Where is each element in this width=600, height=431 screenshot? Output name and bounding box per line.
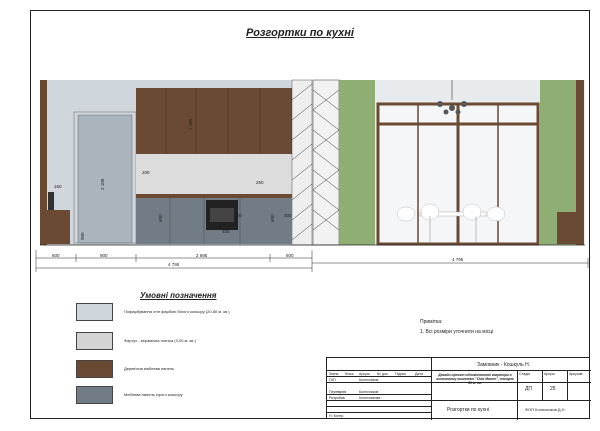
notes-block	[420, 319, 493, 339]
notes-text: 1. Всі розміри уточнити на місці	[420, 329, 494, 335]
dim-850: 850	[234, 213, 242, 218]
stamp-header: Підпис	[395, 372, 407, 376]
side-cabinet	[42, 210, 70, 244]
backsplash-tile	[136, 154, 292, 194]
door	[78, 115, 132, 243]
dim-900: 900	[100, 253, 108, 258]
lamp-object	[48, 192, 54, 210]
sideboard-right	[557, 212, 581, 244]
stamp-header: Дата	[415, 372, 423, 376]
legend-label: Пофарбування стін фарбою білого кольору (20,80 м. кв.)	[124, 309, 230, 314]
stamp-sheets-label: Аркушів	[569, 372, 583, 376]
countertop	[136, 194, 292, 198]
legend-title: Умовні позначення	[140, 291, 217, 300]
legend-label: Дерев'яна меблева панель	[124, 366, 175, 371]
dim-250: 250	[256, 180, 264, 185]
stamp-role: Перевірив	[329, 390, 347, 394]
dim-600-vertical-2: 600	[270, 214, 275, 222]
dim-600-vertical: 600	[158, 214, 163, 222]
dim-150: 150	[54, 184, 62, 189]
stamp-name: Колесников	[359, 378, 379, 382]
stamp-name: Колесников	[359, 390, 379, 394]
tall-column	[292, 80, 312, 245]
legend-swatch	[76, 360, 113, 378]
stamp-name: Колесникова	[359, 396, 381, 400]
dim-400: 400	[222, 229, 230, 234]
stamp-sheet-number: 25	[550, 386, 556, 392]
stamp-company: ФОП Колесников Д.Н.	[525, 407, 566, 412]
dim-200: 200	[142, 170, 150, 175]
dim-door-height: 2 100	[100, 178, 105, 190]
stamp-role: ГАП	[329, 378, 336, 382]
stamp-header: Кільк.	[345, 372, 355, 376]
stamp-stage: ДП	[525, 386, 532, 392]
stamp-client: Замовник - Кошкуль Н.	[477, 362, 531, 368]
stamp-sheet-label: Аркуш	[544, 372, 555, 376]
stamp-role: Н. Контр.	[329, 414, 345, 418]
stamp-sheet-name: Розгортки по кухні	[447, 407, 489, 413]
notes-heading: Примітка:	[420, 319, 443, 325]
dim-4795-right: 4 795	[452, 257, 464, 262]
legend-swatch	[76, 332, 113, 350]
dim-300: 300	[284, 213, 292, 218]
stamp-role: Розробив	[329, 396, 345, 400]
stamp-stage-label: Стадія	[519, 372, 531, 376]
legend-swatch	[76, 303, 113, 321]
page-title: Розгортки по кухні	[246, 27, 354, 39]
dim-600-left: 600	[52, 253, 60, 258]
legend-label: Меблева панель сірого кольору	[124, 392, 183, 397]
dim-600-right: 600	[286, 253, 294, 258]
title-block	[326, 357, 590, 419]
stamp-header: № док.	[377, 372, 389, 376]
dim-4795-left: 4 795	[168, 262, 180, 267]
stamp-project: Дизайн-проєкт однокімнатної квартири в житловому комплексі "Club Marine", площею 50 м. кв.	[436, 373, 514, 385]
dim-cabinet-height: 1 100	[188, 118, 193, 130]
legend-label: Фартух - керамічна плитка (3,00 м. кв.)	[124, 338, 196, 343]
stamp-header: Зміна	[329, 372, 339, 376]
dim-900-vertical: 900	[80, 232, 85, 240]
legend-swatch	[76, 386, 113, 404]
curtain-left	[339, 80, 375, 245]
dim-2695: 2 695	[196, 253, 208, 258]
stamp-header: Аркуш	[359, 372, 370, 376]
upper-cabinets	[136, 88, 292, 154]
